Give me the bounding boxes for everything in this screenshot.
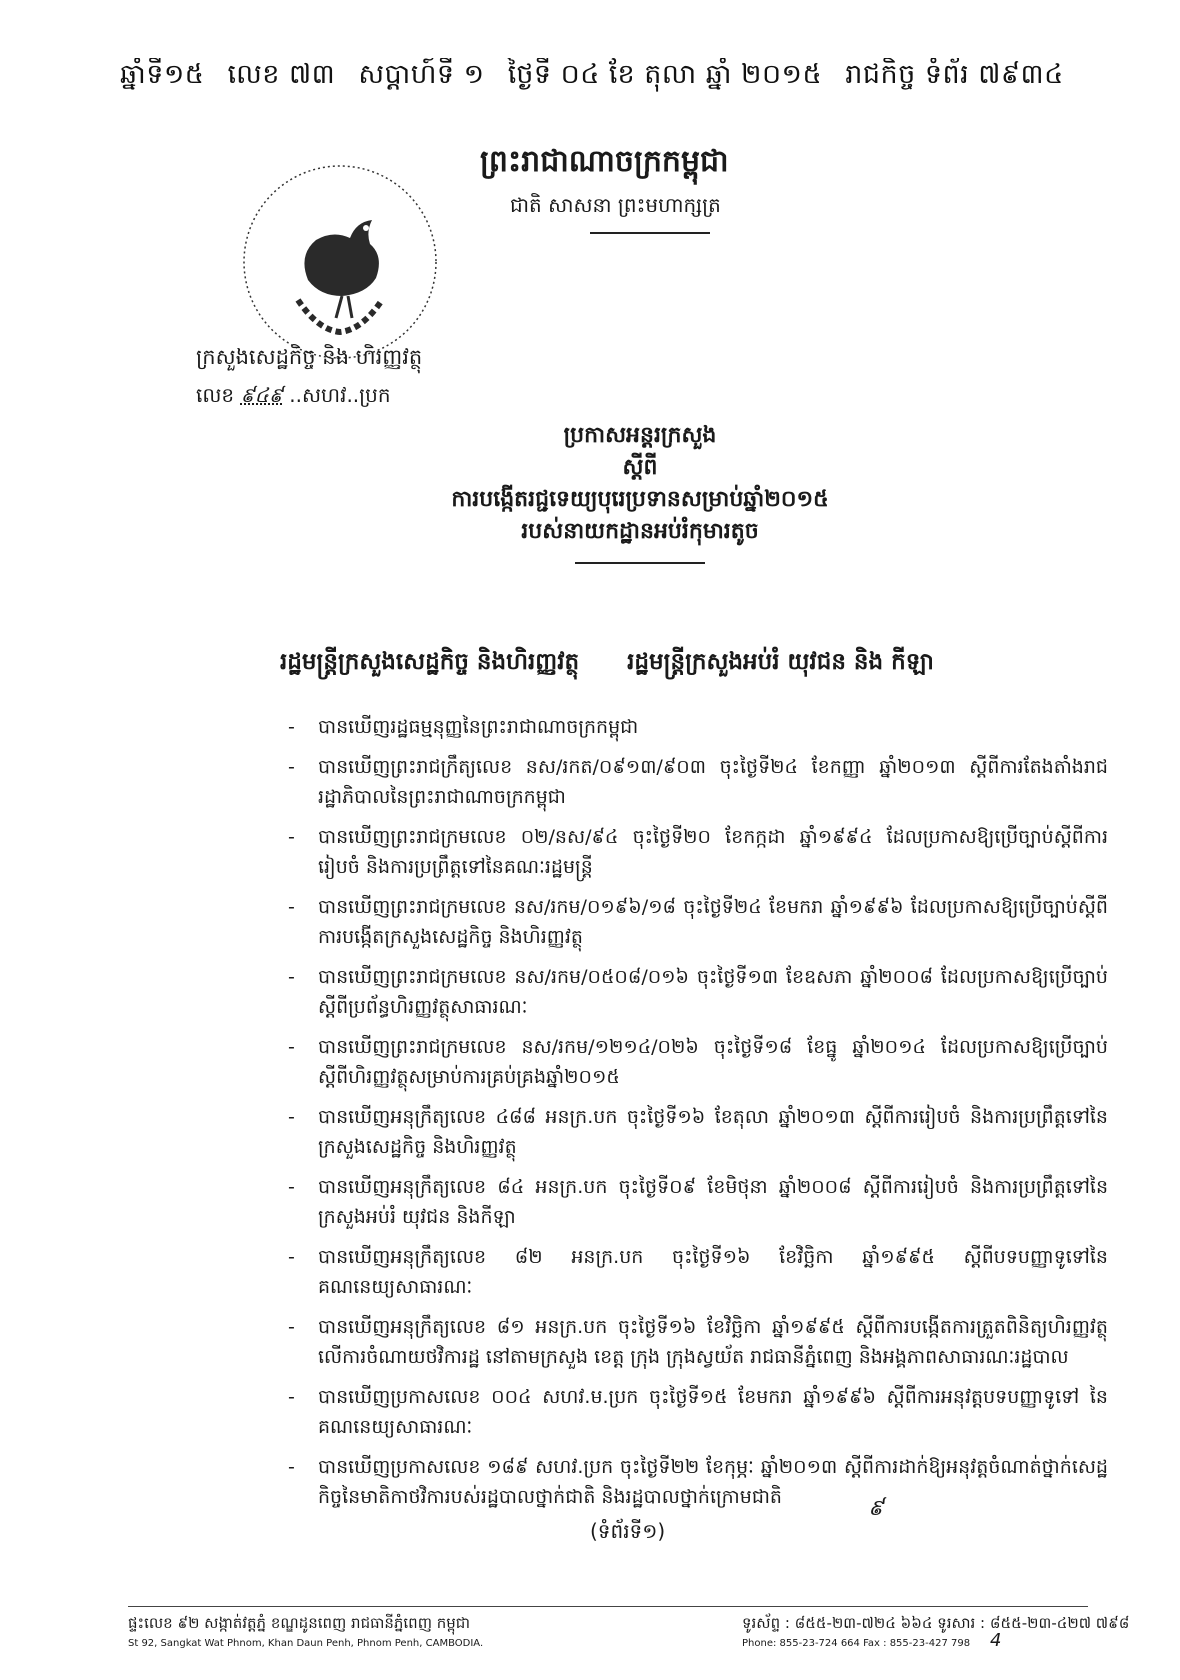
ministry-name: ក្រសួងសេដ្ឋកិច្ច និង ហិរញ្ញវត្ថុ [196,345,423,369]
ref-code: ..សហវ..ប្រក [289,383,391,407]
ministers-line [280,648,1100,681]
list-item: - បានឃើញប្រកាសលេខ ១៨៩ សហវ.ប្រក ចុះថ្ងៃទី២២ ខែកុម្ភៈ ឆ្នាំ២០១៣ ស្តីពីការដាក់ឱ្យអនុវត្តចំណាត់ថ្នាក់សេដ្ឋកិច្ចនៃមាតិកាថវិការបស់រដ្ឋបាលថ្នាក់ជាតិ និងរដ្ឋបាលថ្នាក់ក្រោមជាតិ [288,1452,1108,1512]
signature-mark: 4 [990,1630,1002,1651]
ref-number: ៩៤៩ [240,383,283,407]
phone-kh: ទូរស័ព្ទ : ៨៥៥-២៣-៧២៤ ៦៦៤ ទូរសារ : ៨៥៥-២៣-៤២៧ ៧៩៨ [742,1614,1130,1632]
title-line-2: ស្តីពី [622,455,658,480]
gazette-page: រាជកិច្ច ទំព័រ ៧៩៣៤ [845,59,1064,90]
list-item: - បានឃើញរដ្ឋធម្មនុញ្ញនៃព្រះរាជាណាចក្រកម្ពុជា [288,712,1108,742]
gazette-issue: លេខ ៧៣ [227,59,336,90]
list-item: - បានឃើញអនុក្រឹត្យលេខ ៨៤ អនក្រ.បក ចុះថ្ងៃទី០៩ ខែមិថុនា ឆ្នាំ២០០៨ ស្តីពីការរៀបចំ និងការប្រព្រឹត្តទៅនៃក្រសួងអប់រំ យុវជន និងកីឡា [288,1172,1108,1232]
handwritten-page-mark: ៩ [868,1496,884,1521]
gazette-header [120,58,1120,97]
list-item: - បានឃើញអនុក្រឹត្យលេខ ៨១ អនក្រ.បក ចុះថ្ងៃទី១៦ ខែវិច្ឆិកា ឆ្នាំ១៩៩៥ ស្តីពីការបង្កើតការត្រួតពិនិត្យហិរញ្ញវត្ថុ លើការចំណាយថវិការដ្ឋ នៅតាមក្រសួង ខេត្ត ក្រុង ក្រុងស្វយ័ត រាជធានីភ្នំពេញ និងអង្គភាពសាធារណៈរដ្ឋបាល [288,1312,1108,1372]
list-item: - បានឃើញព្រះរាជក្រមលេខ នស/រកម/០១៩៦/១៨ ចុះថ្ងៃទី២៤ ខែមករា ឆ្នាំ១៩៩៦ ដែលប្រកាសឱ្យប្រើច្បាប់ស្តីពីការបង្កើតក្រសួងសេដ្ឋកិច្ច និងហិរញ្ញវត្ថុ [288,892,1108,952]
page-number: (ទំព័រទី១) [590,1519,666,1543]
kingdom-name: ព្រះរាជាណាចក្រកម្ពុជា [480,144,729,179]
address-kh: ផ្ទះលេខ ៩២ សង្កាត់វត្តភ្នំ ខណ្ឌដូនពេញ រាជធានីភ្នំពេញ កម្ពុជា [128,1614,471,1632]
ornament-divider [575,562,705,564]
footer-address [128,1614,598,1649]
reference-number [196,382,391,412]
footer-divider [128,1606,1088,1607]
ministry-seal-icon [238,160,443,365]
kingdom-motto: ជាតិ សាសនា ព្រះមហាក្សត្រ [510,193,721,217]
kingdom-heading [480,142,880,234]
address-en: St 92, Sangkat Wat Phnom, Khan Daun Penh, Phnom Penh, CAMBODIA. [128,1638,484,1649]
list-item: - បានឃើញអនុក្រឹត្យលេខ ៨២ អនក្រ.បក ចុះថ្ងៃទី១៦ ខែវិច្ឆិកា ឆ្នាំ១៩៩៥ ស្តីពីបទបញ្ញាទូទៅនៃគណនេយ្យសាធារណៈ [288,1242,1108,1302]
ornament-divider [590,232,710,234]
title-line-1: ប្រកាសអន្តរក្រសួង [563,423,717,448]
decree-title [380,420,900,564]
list-item: - បានឃើញអនុក្រឹត្យលេខ ៤៨៨ អនក្រ.បក ចុះថ្ងៃទី១៦ ខែតុលា ឆ្នាំ២០១៣ ស្តីពីការរៀបចំ និងការប្រព្រឹត្តទៅនៃក្រសួងសេដ្ឋកិច្ច និងហិរញ្ញវត្ថុ [288,1102,1108,1162]
list-item: - បានឃើញប្រកាសលេខ ០០៤ សហវ.ម.ប្រក ចុះថ្ងៃទី១៥ ខែមករា ឆ្នាំ១៩៩៦ ស្តីពីការអនុវត្តបទបញ្ញាទូទៅ នៃគណនេយ្យសាធារណៈ [288,1382,1108,1442]
title-line-4: របស់នាយកដ្ឋានអប់រំកុមារតូច [521,519,759,544]
title-line-3: ការបង្កើតរជ្ជទេយ្យបុរេប្រទានសម្រាប់ឆ្នាំ២០១៥ [451,487,829,512]
list-item: - បានឃើញព្រះរាជក្រមលេខ នស/រកម/១២១៤/០២៦ ចុះថ្ងៃទី១៨ ខែធ្នូ ឆ្នាំ២០១៤ ដែលប្រកាសឱ្យប្រើច្បាប់ស្តីពីហិរញ្ញវត្ថុសម្រាប់ការគ្រប់គ្រងឆ្នាំ២០១៥ [288,1032,1108,1092]
gazette-week: សប្តាហ៍ទី ១ [358,59,485,90]
list-item: - បានឃើញព្រះរាជក្រមលេខ នស/រកម/០៥០៨/០១៦ ចុះថ្ងៃទី១៣ ខែឧសភា ឆ្នាំ២០០៨ ដែលប្រកាសឱ្យប្រើច្បាប់ស្តីពីប្រព័ន្ធហិរញ្ញវត្ថុសាធារណៈ [288,962,1108,1022]
list-item: - បានឃើញព្រះរាជក្រមលេខ ០២/នស/៩៤ ចុះថ្ងៃទី២០ ខែកក្កដា ឆ្នាំ១៩៩៤ ដែលប្រកាសឱ្យប្រើច្បាប់ស្តីពីការរៀបចំ និងការប្រព្រឹត្តទៅនៃគណៈរដ្ឋមន្ត្រី [288,822,1108,882]
list-item: - បានឃើញព្រះរាជក្រឹត្យលេខ នស/រកត/០៩១៣/៩០៣ ចុះថ្ងៃទី២៤ ខែកញ្ញា ឆ្នាំ២០១៣ ស្តីពីការតែងតាំងរាជរដ្ឋាភិបាលនៃព្រះរាជាណាចក្រកម្ពុជា [288,752,1108,812]
gazette-year: ឆ្នាំទី១៥ [120,59,205,90]
gazette-date: ថ្ងៃទី ០៤ ខែ តុលា ឆ្នាំ ២០១៥ [507,59,823,90]
footer-contact [742,1614,1130,1649]
phone-en: Phone: 855-23-724 664 Fax : 855-23-427 798 [742,1638,971,1649]
minister-economy: រដ្ឋមន្ត្រីក្រសួងសេដ្ឋកិច្ច និងហិរញ្ញវត្ថុ [280,649,580,675]
ref-label: លេខ [196,383,235,407]
legal-references-list [288,712,1108,1522]
minister-education: រដ្ឋមន្ត្រីក្រសួងអប់រំ យុវជន និង កីឡា [627,649,934,675]
